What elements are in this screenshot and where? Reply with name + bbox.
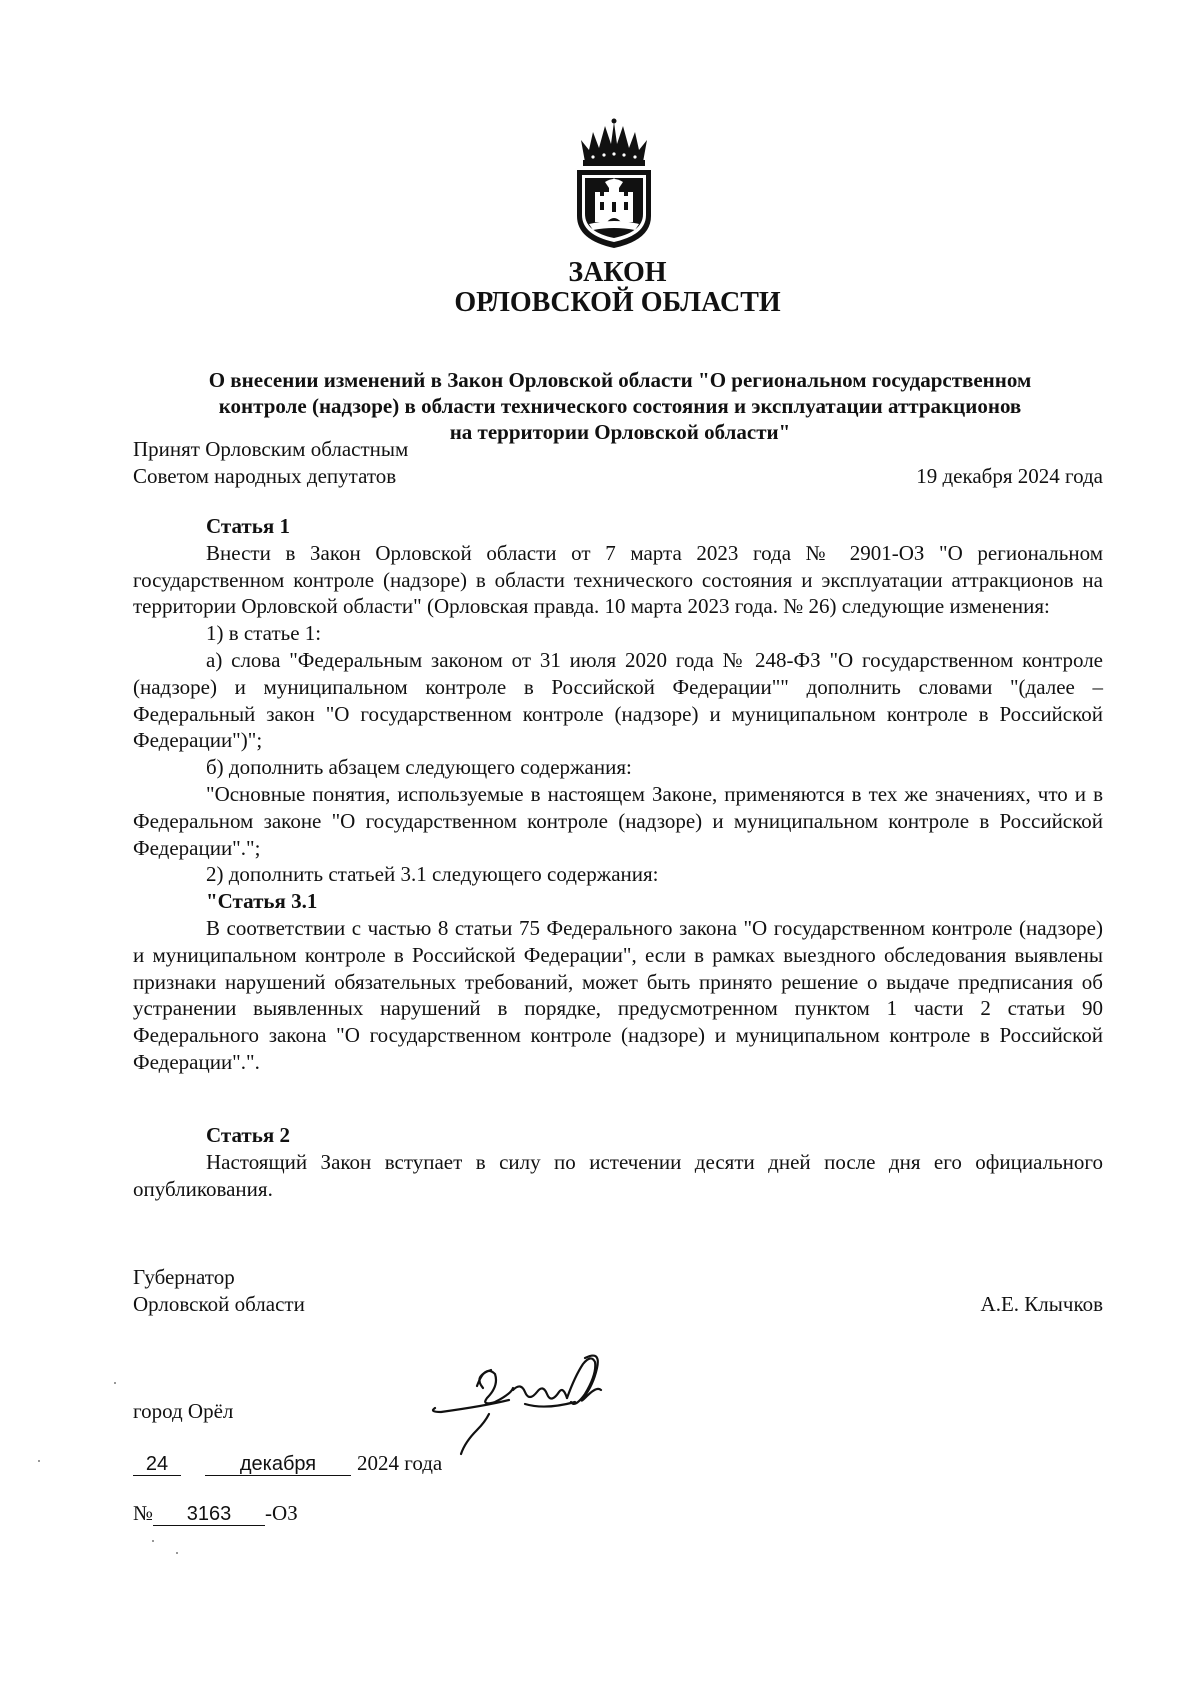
city-label: город Орёл <box>133 1399 234 1423</box>
article-1-paragraph-5: "Основные понятия, используемые в настоящем Законе, применяются в тех же значениях, что и в Федеральном законе "О государственном контроле (надзоре) и муниципальном контроле в Российской Федерации"."; <box>133 781 1103 860</box>
scan-speck <box>176 1552 178 1554</box>
law-number-value: 3163 <box>153 1503 265 1526</box>
article-1-paragraph-4: б) дополнить абзацем следующего содержания: <box>206 755 632 780</box>
article-3-1-paragraph: В соответствии с частью 8 статьи 75 Федерального закона "О государственном контроле (надзоре) и муниципальном контроле в Российской Федерации", если в рамках выездного обследования выявлены признаки нарушений обязательных требований, может быть принято решение о выдаче предписания об устранении выявленных нарушений в порядке, предусмотренном пунктом 1 части 2 статьи 90 Федерального закона "О государственном контроле (надзоре) и муниципальном контроле в Российской Федерации".". <box>133 915 1103 1074</box>
number-sign: № <box>133 1501 154 1525</box>
article-1-paragraph-6: 2) дополнить статьей 3.1 следующего содержания: <box>206 862 659 887</box>
handwritten-signature-icon <box>425 1346 635 1456</box>
article-3-1-heading: "Статья 3.1 <box>206 889 318 914</box>
scan-speck <box>38 1460 40 1462</box>
article-2 <box>133 1122 1103 1202</box>
signing-date <box>133 1450 442 1477</box>
scan-speck <box>152 1540 154 1542</box>
subtitle-line2: контроле (надзоре) в области технического состояния и эксплуатации аттракционов <box>218 394 1022 418</box>
adoption-line1: Принят Орловским областным <box>133 437 409 461</box>
article-1-paragraph-2: 1) в статье 1: <box>206 621 322 646</box>
law-number-suffix: -ОЗ <box>265 1501 298 1525</box>
scan-speck <box>114 1382 116 1384</box>
law-subtitle <box>130 367 1110 445</box>
document-title-line1: ЗАКОН <box>568 257 667 288</box>
adoption-date: 19 декабря 2024 года <box>916 464 1103 488</box>
subtitle-line3: на территории Орловской области" <box>449 420 791 444</box>
subtitle-line1: О внесении изменений в Закон Орловской области "О региональном государственном <box>208 368 1032 392</box>
signatory-role-line2: Орловской области <box>133 1292 305 1316</box>
article-1-heading: Статья 1 <box>206 514 290 538</box>
document-title-line2: ОРЛОВСКОЙ ОБЛАСТИ <box>454 287 781 318</box>
signatory-role-line1: Губернатор <box>133 1265 235 1289</box>
article-1-paragraph-1: Внести в Закон Орловской области от 7 марта 2023 года № 2901-ОЗ "О региональном государственном контроле (надзоре) в области технического состояния и эксплуатации аттракционов на территории Орловской области" (Орловская правда. 10 марта 2023 года. № 26) следующие изменения: <box>133 540 1103 619</box>
date-year: 2024 года <box>357 1451 443 1475</box>
article-1-paragraph-3: а) слова "Федеральным законом от 31 июля 2020 года № 248-ФЗ "О государственном контроле (надзоре) и муниципальном контроле в Российской Федерации"" дополнить словами "(далее – Федеральный закон "О государственном контроле (надзоре) и муниципальном контроле в Российской Федерации")"; <box>133 647 1103 753</box>
law-number <box>133 1500 298 1527</box>
adoption-line2: Советом народных депутатов <box>133 464 397 488</box>
orel-oblast-coat-of-arms-icon <box>571 118 657 250</box>
date-month: декабря <box>205 1453 351 1476</box>
article-2-heading: Статья 2 <box>206 1123 290 1147</box>
article-2-paragraph: Настоящий Закон вступает в силу по истечении десяти дней после дня его официального опубликования. <box>133 1149 1103 1201</box>
date-day: 24 <box>133 1453 181 1476</box>
signatory-name: А.Е. Клычков <box>980 1292 1103 1316</box>
article-1 <box>133 513 1103 1076</box>
